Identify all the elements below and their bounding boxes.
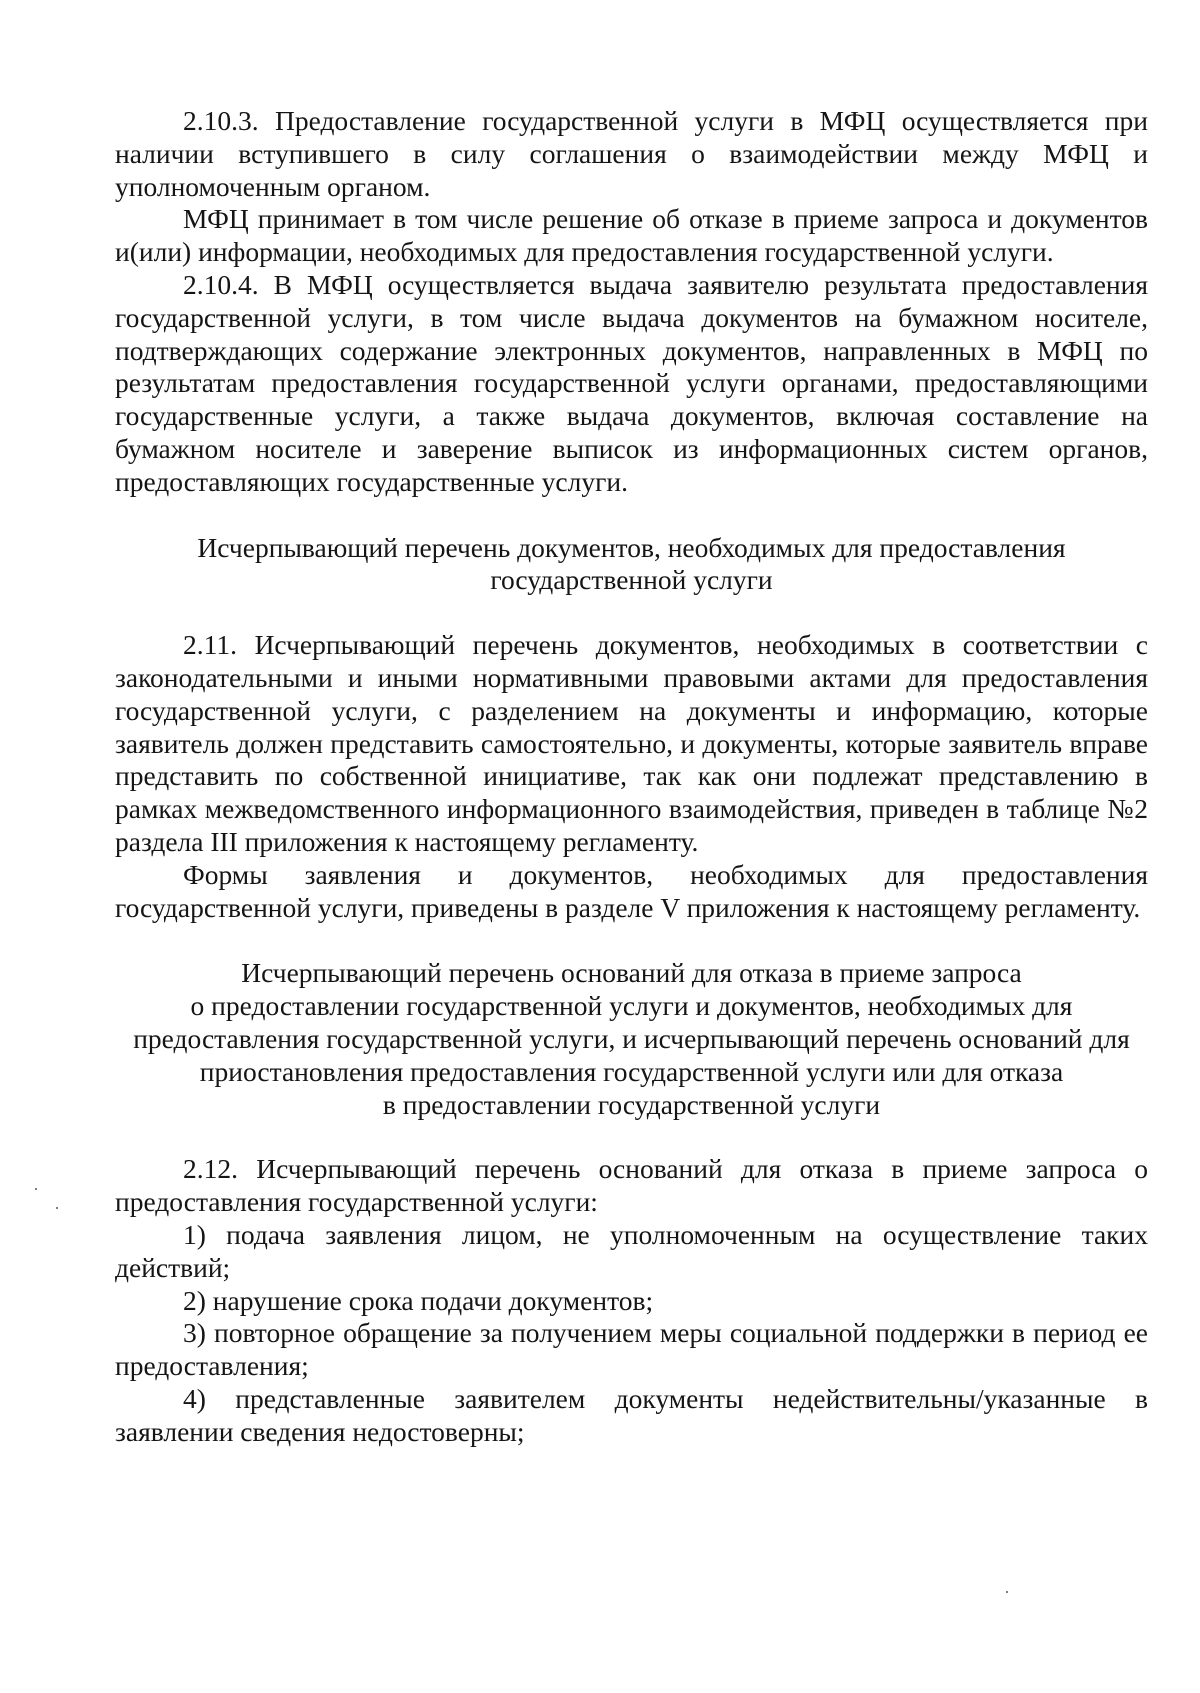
paragraph-2-10-4: 2.10.4. В МФЦ осуществляется выдача заявителю результата предоставления государственной услуги, в том числе выдача документов на бумажном носителе, подтверждающих содержание электронных документов, направленных в МФЦ по результатам предоставления государственной услуги органами, предоставляющими государственные услуги, а также выдача документов, включая составление на бумажном носителе и заверение выписок из информационных систем органов, предоставляющих государственные услуги. <box>115 268 1148 497</box>
section-heading-documents <box>115 532 1148 598</box>
paragraph-forms: Формы заявления и документов, необходимых для предоставления государственной услуги, приведены в разделе V приложения к настоящему регламенту. <box>115 858 1148 923</box>
heading-line: в предоставлении государственной услуги <box>382 1088 881 1120</box>
spacer <box>115 1121 1148 1153</box>
paragraph-2-11: 2.11. Исчерпывающий перечень документов, необходимых в соответствии с законодательными и иными нормативными правовыми актами для предоставления государственной услуги, с разделением на документы и информацию, которые заявитель должен представить самостоятельно, и документы, которые заявитель вправе представить по собственной инициативе, так как они подлежат представлению в рамках межведомственного информационного взаимодействия, приведен в таблице №2 раздела III приложения к настоящему регламенту. <box>115 629 1148 857</box>
spacer <box>115 597 1148 629</box>
scan-speck <box>35 1188 37 1190</box>
scan-speck <box>56 1207 58 1209</box>
heading-line: приостановления предоставления государственной услуги или для отказа <box>199 1055 1064 1087</box>
heading-line: Исчерпывающий перечень оснований для отказа в приеме запроса <box>241 957 1022 989</box>
paragraph-mfc-refusal: МФЦ принимает в том числе решение об отказе в приеме запроса и документов и(или) информации, необходимых для предоставления государственной услуги. <box>115 203 1148 268</box>
list-item-3: 3) повторное обращение за получением меры социальной поддержки в период ее предоставления; <box>115 1317 1148 1382</box>
spacer <box>115 924 1148 957</box>
heading-line: Исчерпывающий перечень документов, необходимых для предоставления <box>197 531 1066 563</box>
document-page <box>115 105 1148 1448</box>
scan-speck <box>1006 1591 1008 1593</box>
spacer <box>115 499 1148 532</box>
paragraph-2-12: 2.12. Исчерпывающий перечень оснований для отказа в приеме запроса о предоставления государственной услуги: <box>115 1153 1148 1218</box>
section-heading-refusal <box>115 957 1148 1121</box>
list-item-1: 1) подача заявления лицом, не уполномоченным на осуществление таких действий; <box>115 1218 1148 1283</box>
list-item-2: 2) нарушение срока подачи документов; <box>183 1284 654 1316</box>
heading-line: о предоставлении государственной услуги и документов, необходимых для <box>190 990 1073 1022</box>
heading-line: предоставления государственной услуги, и исчерпывающий перечень оснований для <box>133 1022 1130 1054</box>
list-item-4: 4) представленные заявителем документы недействительны/указанные в заявлении сведения недостоверны; <box>115 1382 1148 1447</box>
paragraph-2-10-3: 2.10.3. Предоставление государственной услуги в МФЦ осуществляется при наличии вступившего в силу соглашения о взаимодействии между МФЦ и уполномоченным органом. <box>115 105 1148 202</box>
heading-line: государственной услуги <box>490 564 773 596</box>
